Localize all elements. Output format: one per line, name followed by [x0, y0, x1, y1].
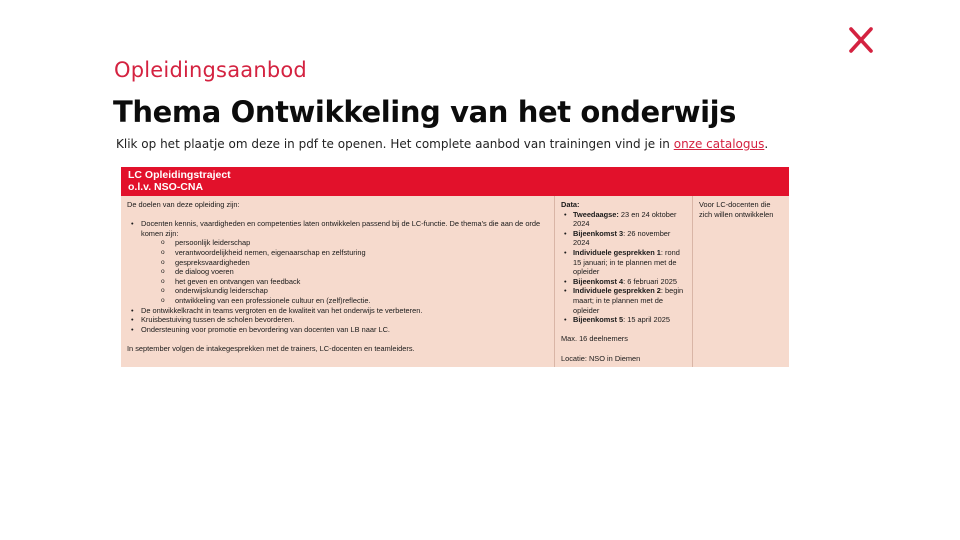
list-item [561, 248, 686, 277]
list-item: • Kruisbestuiving tussen de scholen bevorderen. [127, 315, 548, 325]
course-pdf-image[interactable] [121, 167, 789, 367]
location: Locatie: NSO in Diemen [561, 353, 641, 363]
list-item: • Ondersteuning voor promotie en bevordering van docenten van LB naar LC. [127, 325, 548, 335]
dates-column [555, 196, 693, 367]
page-title: Thema Ontwikkeling van het onderwijs [113, 95, 737, 129]
date-value: : 15 april 2025 [623, 315, 670, 325]
section-label: Opleidingsaanbod [114, 58, 307, 82]
list-item: o gespreksvaardigheden [161, 258, 548, 268]
goals-list [127, 219, 548, 334]
date-value: : 6 februari 2025 [623, 276, 677, 286]
close-icon [845, 25, 877, 57]
date-label: Bijeenkomst 4 [573, 276, 624, 286]
max-participants: Max. 16 deelnemers [561, 334, 628, 344]
goals-column [121, 196, 555, 367]
intro-text [116, 137, 768, 151]
list-item: o verantwoordelijkheid nemen, eigenaarschap en zelfsturing [161, 248, 548, 258]
intro-text-main: Klik op het plaatje om deze in pdf te openen. Het complete aanbod van trainingen vind je in [116, 137, 674, 151]
list-item [561, 315, 686, 325]
course-subtitle: o.l.v. NSO-CNA [128, 180, 204, 193]
date-value: 23 en 24 oktober 2024 [573, 209, 677, 229]
date-value: : begin maart; in te plannen met de opleider [573, 286, 684, 315]
goal-text: Docenten kennis, vaardigheden en competenties laten ontwikkelen passend bij de LC-functie. De thema's die aan de orde komen zijn: [141, 219, 541, 238]
list-item [561, 229, 686, 248]
catalog-link[interactable]: onze catalogus [673, 137, 765, 151]
list-item: o onderwijskundig leiderschap [161, 286, 548, 296]
list-item [561, 286, 686, 315]
target-audience: Voor LC-docenten die zich willen ontwikkelen [699, 200, 774, 219]
date-label: Bijeenkomst 5 [573, 315, 624, 325]
date-value: : 26 november 2024 [573, 228, 671, 248]
dates-label: Data: [561, 200, 580, 209]
course-body [121, 196, 789, 367]
closing-text: In september volgen de intakegesprekken met de trainers, LC-docenten en teamleiders. [127, 343, 415, 353]
list-item: o persoonlijk leiderschap [161, 238, 548, 248]
list-item [561, 277, 686, 287]
intro-text-end: . [764, 137, 769, 151]
list-item [561, 210, 686, 229]
date-value: : rond 15 januari; in te plannen met de opleider [573, 247, 680, 277]
course-title: LC Opleidingstraject [128, 169, 231, 181]
list-item [127, 219, 548, 305]
close-button[interactable] [845, 25, 877, 57]
list-item: o ontwikkeling van een professionele cultuur en (zelf)reflectie. [161, 296, 548, 306]
themes-list [141, 238, 548, 305]
list-item: • De ontwikkelkracht in teams vergroten en de kwaliteit van het onderwijs te verbeteren. [127, 306, 548, 316]
target-column [693, 196, 789, 367]
course-header [121, 167, 789, 196]
date-label: Tweedaagse: [573, 209, 619, 219]
date-label: Individuele gesprekken 1 [573, 247, 661, 257]
date-label: Individuele gesprekken 2 [573, 286, 661, 296]
date-label: Bijeenkomst 3 [573, 228, 624, 238]
goals-intro: De doelen van deze opleiding zijn: [127, 200, 240, 209]
dates-list [561, 210, 686, 325]
list-item: o het geven en ontvangen van feedback [161, 277, 548, 287]
list-item: o de dialoog voeren [161, 267, 548, 277]
